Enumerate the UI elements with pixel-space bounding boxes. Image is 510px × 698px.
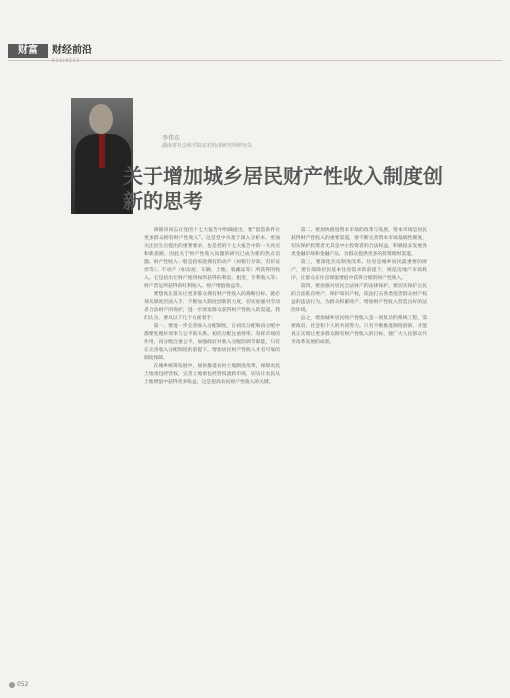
section-tab <box>8 44 48 58</box>
article-title: 关于增加城乡居民财产性收入制度创新的思考 <box>123 164 443 213</box>
paragraph: 第三，要深化住房制度改革。住房是城乡居民最重要的财产，要在保障居民基本住房需求的前提下，规范房地产市场秩序，让群众在住房保值增值中获得合理的财产性收入。 <box>291 260 427 281</box>
page-dot-icon <box>9 682 15 688</box>
author-photo-head <box>89 104 113 134</box>
header-divider <box>8 60 502 61</box>
article-column-right <box>291 227 427 347</box>
page-number <box>9 681 28 688</box>
paragraph: 第一，要进一步完善收入分配制度，在初次分配和再分配中都要处理好效率与公平的关系。初次分配注重效率，发挥市场的作用，再分配注重公平，加强政府对收入分配的调节职能。只有在完善收入分配制度的前提下，增加居民财产性收入才有可靠的制度保障。 <box>144 324 280 361</box>
section-tab-label: 财富 <box>18 45 38 56</box>
paragraph: 第二，要加快推进资本市场的改革与发展。资本市场是居民获得财产性收入的重要渠道。要不断完善资本市场基础性制度，切实保护投资者尤其是中小投资者的合法权益，积极稳妥发展各类金融市场和金融产品，为群众提供更多的投资理财渠道。 <box>291 228 427 257</box>
article-column-left <box>144 227 280 387</box>
section-title: 财经前沿 <box>52 45 92 56</box>
page-number-text: 052 <box>17 681 29 688</box>
paragraph: 胡锦涛同志在党的十七大报告中明确提出，要“创造条件让更多群众拥有财产性收入”。这是党中央基于深入分析本、更加关注民生后提出的重要要求，也是党的十七大报告中的一大亮点和新思路，因此关于财产性收入问题的研究已成为新的热点话题。财产性收入一般是指家庭拥有的动产（如银行存款、有价证券等）、不动产（如房屋、车辆、土地、收藏品等）所获得的收入。它包括出让财产使用权所获得的利息、租金、专利收入等；财产营运所获得的红利收入、财产增值收益等。 <box>144 228 280 289</box>
author-photo-tie <box>99 134 105 168</box>
author-title: 湖南省社会科学院农村经济研究所研究员 <box>162 143 253 149</box>
paragraph: 第四，要加强对居民合法财产的法律保护。要切实保护公民的合法私有财产，保护知识产权，依法打击各类侵害群众财产权益的违法行为，为群众积累财产、增加财产性收入营造良好的法治环境。 <box>291 284 427 313</box>
paragraph: 要想真正落实让更多群众拥有财产性收入的战略目标，就必须从制度层面入手，不断加大制度创新的力度，切实加强对劳动者合法财产的保护，进一步放宽群众获得财产性收入的渠道。我们认为，要从以下几个方面着手： <box>144 292 280 321</box>
paragraph: 总之，增加城乡居民财产性收入是一项复杂的系统工程，需要政府、社会和个人的共同努力。只有不断推进制度创新，才能真正实现让更多群众拥有财产性收入的目标，使广大人民群众共享改革发展的成果。 <box>291 316 427 345</box>
author-name: 李伟东 <box>162 135 181 142</box>
paragraph: 在城乡统筹发展中，加快推进农村土地制度改革，保障农民土地承包经营权，完善土地承包经营权流转市场，切实让农民从土地增值中获得更多收益，这是提高农民财产性收入的关键。 <box>144 364 280 385</box>
